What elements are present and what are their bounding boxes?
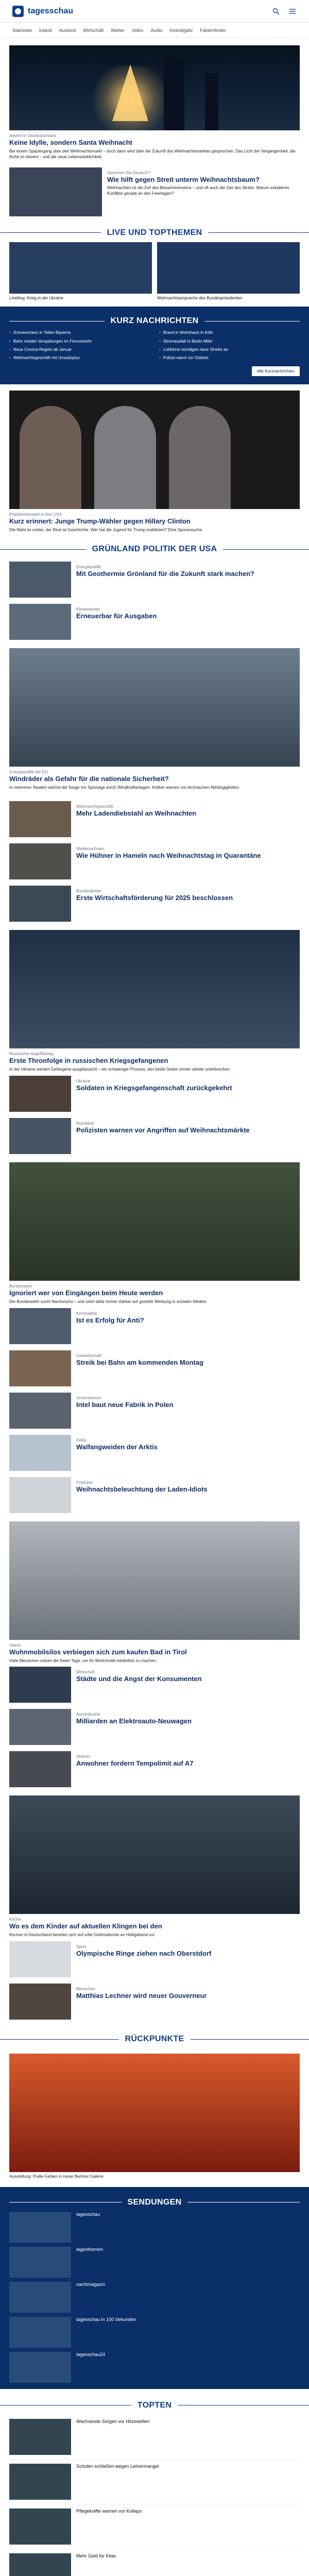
show-thumbnail [9,2247,71,2278]
list-kicker: Bundesländer [76,889,102,894]
list-item[interactable] [0,1115,309,1157]
hero-text: Bei einem Spaziergang über den Weihnachtsmarkt – doch dann wird über die Zukunft des Weihnachtsmarktes gesprochen. Das Licht der Vergangenheit, die Ruhe im Advent – und die neue Lebenswirklichkeit. [9,148,296,159]
short-news-item[interactable]: • Polizei warnt vor Glatteis [159,355,300,361]
church-spire [164,58,184,130]
topten-title: TOPTEN [0,2396,309,2415]
live-section-title: LIVE UND TOPTHEMEN [0,224,309,242]
topten-label[interactable]: Pflegekräfte warnen vor Kollaps [76,2508,142,2514]
list-headline[interactable]: Mehr Ladendiebstahl an Weihnachten [76,809,197,818]
logo[interactable] [12,6,73,17]
list-headline[interactable]: Intel baut neue Fabrik in Polen [76,1400,174,1409]
list-headline[interactable]: Erste Wirtschaftsförderung für 2025 beschlossen [76,894,233,902]
show-title[interactable]: tagesschau in 100 Sekunden [76,2316,136,2322]
list-item[interactable] [0,1980,309,2023]
list-item[interactable] [0,840,309,883]
show-thumbnail [9,2352,71,2383]
greenland-thumbnail [9,562,71,598]
greenland-headline[interactable]: Mit Geothermie Grönland für die Zukunft stark machen? [76,570,254,578]
show-thumbnail [9,2282,71,2313]
short-news-item[interactable]: • Bahn meldet Verspätungen im Fernverkehr [9,339,150,344]
list-thumbnail [9,1709,71,1745]
ukraine-text: In der Ukraine werden Gefangene ausgetauscht – ein schwieriger Prozess, den beide Seiten immer wieder unterbrechen. [9,1067,231,1072]
story-headline[interactable]: Wie hilft gegen Streit unterm Weihnachtsbaum? [107,175,260,183]
army-text: Die Bundeswehr sucht Nachwuchs – und setzt dafür immer stärker auf gezielte Werbung in sozialen Medien. [9,1299,208,1304]
christmas-tree-graphic [112,64,148,121]
greenland-story[interactable] [0,601,309,643]
greenland-story[interactable] [0,558,309,601]
list-thumbnail [9,1751,71,1787]
search-icon[interactable] [272,7,280,15]
list-kicker: Kriminalität [76,1311,97,1316]
list-headline[interactable]: Wie Hühner in Hameln nach Weihnachtstag in Quarantäne [76,852,261,860]
list-thumbnail [9,1350,71,1386]
list-kicker: Unternehmen [76,1395,101,1400]
list-headline[interactable]: Streik bei Bahn am kommenden Montag [76,1358,204,1366]
church-image[interactable] [9,1795,300,1914]
list-kicker: Wirtschaft [76,1670,95,1675]
wind-headline[interactable]: Windräder als Gefahr für die nationale Sicherheit? [9,775,169,783]
church-spire [205,74,218,130]
list-kicker: Niedersachsen [76,846,104,852]
clinton-text: Die Wahl ist vorbei, der Rest ist Geschichte. Wer hat die Jugend für Trump mobilisiert? Eine Spurensuche. [9,527,203,532]
greenland-kicker: Energiepolitik [76,565,101,570]
show-thumbnail [9,2317,71,2348]
list-thumbnail [9,1984,71,2020]
topten-label[interactable]: Schulen schließen wegen Lehrermangel [76,2463,159,2469]
show-item[interactable] [9,2352,300,2383]
greenland-thumbnail [9,604,71,640]
ukraine-headline[interactable]: Erste Thronfolge in russischen Kriegsgefangenen [9,1057,168,1065]
topten-thumbnail [9,2509,71,2545]
show-title[interactable]: nachtmagazin [76,2281,106,2287]
live-thumbnail [157,242,300,294]
show-thumbnail [9,2212,71,2243]
story-row[interactable] [0,167,309,216]
germany-kicker: Inland [9,1642,21,1648]
topten-thumbnail [9,2464,71,2500]
show-item[interactable] [9,2317,300,2348]
shows-section [0,2187,309,2389]
bank-thumbnail [9,1477,71,1513]
live-card[interactable] [157,242,300,301]
wind-text: In mehreren Staaten wächst die Sorge vor Spionage durch Windkraftanlagen. Kritiker warnen vor technischen Abhängigkeiten. [9,785,240,790]
list-thumbnail [9,1076,71,1112]
clinton-image[interactable] [9,391,300,509]
live-card-title[interactable]: Liveblog: Krieg in der Ukraine [9,295,63,300]
live-card[interactable] [9,242,152,301]
list-thumbnail [9,886,71,922]
list-item[interactable] [0,883,309,925]
main-navigation [0,23,309,38]
show-item[interactable] [9,2247,300,2278]
hero-image[interactable] [9,45,300,130]
all-short-news-button[interactable]: Alle Kurznachrichten [252,366,300,376]
nav-item[interactable]: Inland [39,27,52,33]
story-text: Weihnachten ist die Zeit des Beisammenseins – und oft auch die Zeit des Streits. Warum eskalieren Konflikte gerade an den Feiertagen? [107,185,289,196]
list-thumbnail [9,1667,71,1703]
list-headline[interactable]: Anwohner fordern Tempolimit auf A7 [76,1759,194,1768]
topten-thumbnail [9,2553,71,2576]
short-news-item[interactable]: • Brand in Wohnhaus in Köln [159,330,300,335]
list-thumbnail [9,1393,71,1429]
nav-item[interactable]: Investigativ [169,27,193,33]
arctic-thumbnail [9,1435,71,1471]
list-headline[interactable]: Polizisten warnen vor Angriffen auf Weihnachtsmärkte [76,1126,250,1134]
shows-title: SENDUNGEN [9,2193,300,2212]
brand-name: tagesschau [28,6,74,15]
arctic-headline[interactable]: Walfangweiden der Arktis [76,1443,158,1451]
nav-item[interactable]: Wirtschaft [83,27,104,33]
nav-item[interactable]: Audio [150,27,163,33]
short-news-item[interactable]: • Weihnachtsgeschäft mit Umsatzplus [9,355,150,361]
live-card-title[interactable]: Weihnachtsansprache des Bundespräsidenten [157,295,243,300]
nav-item[interactable]: Video [131,27,144,33]
short-news-item[interactable]: • Schneechaos in Teilen Bayerns [9,330,150,335]
list-kicker: Russland [76,1121,94,1126]
list-kicker: Menschen [76,1987,95,1992]
short-news-section [0,307,309,384]
church-kicker: Kirche [9,1917,21,1922]
show-item[interactable] [9,2282,300,2313]
hero-kicker: Advent in Ostdeutschland [9,133,57,138]
list-kicker: Weihnachtsgeschäft [76,804,113,809]
show-title[interactable]: tagesschau24 [76,2351,106,2357]
army-image[interactable] [9,1162,300,1281]
list-kicker: Ukraine [76,1078,91,1083]
list-kicker: Gewerkschaft [76,1353,101,1358]
church-text: Kirchen in Deutschland bereiten sich auf volle Gottesdienste an Heiligabend vor. [9,1933,156,1938]
list-item[interactable] [0,1305,309,1347]
ukraine-kicker: Russischer Angriffskrieg [9,1052,54,1057]
nav-item[interactable]: Ausland [59,27,76,33]
list-headline[interactable]: Milliarden an Elektroauto-Neuwagen [76,1717,192,1725]
greenland-headline[interactable]: Erneuerbar für Ausgaben [76,612,157,620]
list-headline[interactable]: Matthias Lechner wird neuer Gouverneur [76,1992,207,2000]
list-item[interactable] [0,1347,309,1389]
topten-label[interactable]: Mehr Geld für Kitas [76,2553,116,2558]
ukraine-image[interactable] [9,930,300,1048]
header [0,0,309,23]
topten-item[interactable] [9,2504,300,2549]
nav-item[interactable]: Startseite [12,27,32,33]
list-kicker: Verkehr [76,1754,91,1759]
rueck-caption: Ausstellung: Pralle Farben in neuer Berliner Galerie [9,2174,104,2179]
bank-headline[interactable]: Weihnachtsbeleuchtung der Laden-Idiots [76,1485,208,1493]
menu-icon[interactable] [288,7,297,15]
bank-kicker: Finanzen [76,1480,93,1485]
germany-headline[interactable]: Wohnmobilsilos verbiegen sich zum kaufen Bad in Tirol [9,1648,187,1656]
story-kicker: Sprechen Sie Deutsch? [107,170,151,175]
arctic-kicker: Arktis [76,1437,87,1443]
topten-item[interactable] [9,2415,300,2460]
short-news-title: KURZ NACHRICHTEN [9,312,300,330]
topten-thumbnail [9,2419,71,2455]
list-item[interactable] [0,1664,309,1706]
list-item[interactable] [0,1073,309,1115]
short-news-item[interactable]: • Lokführer kündigen neue Streiks an [159,347,300,352]
topten-item[interactable] [9,2549,300,2576]
wind-kicker: Energiepolitik der EU [9,770,48,775]
person-silhouette [169,406,231,509]
list-item[interactable] [0,1748,309,1790]
army-headline[interactable]: Ignoriert wer von Eingängen beim Heute werden [9,1289,163,1297]
clinton-kicker: Präsidentenwahl in den USA [9,512,62,517]
person-silhouette [20,406,81,509]
list-item[interactable] [0,1389,309,1432]
nav-item[interactable]: Faktenfinder [200,27,226,33]
rueck-title: RÜCKPUNKTE [0,2030,309,2048]
list-headline[interactable]: Soldaten in Kriegsgefangenschaft zurückgekehrt [76,1083,232,1092]
short-news-item[interactable]: • Neue Corona-Regeln ab Januar [9,347,150,352]
short-news-item[interactable]: • Stromausfall in Berlin-Mitte [159,339,300,344]
list-kicker: Sport [76,1944,87,1950]
bank-story[interactable] [0,1474,309,1516]
list-thumbnail [9,843,71,879]
list-thumbnail [9,1118,71,1154]
topten-item[interactable] [9,2460,300,2504]
list-item[interactable] [0,1938,309,1980]
show-title[interactable]: tagesschau [76,2211,100,2217]
live-thumbnail [9,242,152,294]
list-item[interactable] [0,1706,309,1748]
logo-mark-icon [12,6,24,17]
wind-image[interactable] [9,648,300,767]
list-headline[interactable]: Ist es Erfolg für Anti? [76,1316,144,1324]
church-headline[interactable]: Wo es dem Kinder auf aktuellen Klingen bei den [9,1922,162,1930]
nav-item[interactable]: Wetter [111,27,125,33]
person-silhouette [94,406,156,509]
army-kicker: Bundeswehr [9,1283,32,1289]
greenland-kicker: Klimawandel [76,607,100,612]
list-item[interactable] [0,798,309,840]
rueck-image[interactable] [9,2054,300,2172]
show-title[interactable]: tagesthemen [76,2246,104,2252]
germany-text: Viele Menschen nutzen die freien Tage, um ihr Wohnmobil winterfest zu machen. [9,1658,157,1663]
arctic-story[interactable] [0,1432,309,1474]
list-headline[interactable]: Städte und die Angst der Konsumenten [76,1675,202,1683]
list-thumbnail [9,801,71,837]
clinton-headline[interactable]: Kurz erinnert: Junge Trump-Wähler gegen Hillary Clinton [9,517,191,525]
story-thumbnail [9,167,102,216]
list-thumbnail [9,1308,71,1344]
list-kicker: Autoindustrie [76,1712,100,1717]
show-item[interactable] [9,2212,300,2243]
greenland-section-title: GRÜNLAND POLITIK DER USA [0,540,309,558]
hero-headline[interactable]: Keine Idylle, sondern Santa Weihnacht [9,139,132,146]
germany-image[interactable] [9,1521,300,1640]
list-thumbnail [9,1941,71,1977]
list-headline[interactable]: Olympische Ringe ziehen nach Oberstdorf [76,1950,212,1958]
topten-label[interactable]: Wachsende Sorgen vor Hitzewellen [76,2418,150,2424]
